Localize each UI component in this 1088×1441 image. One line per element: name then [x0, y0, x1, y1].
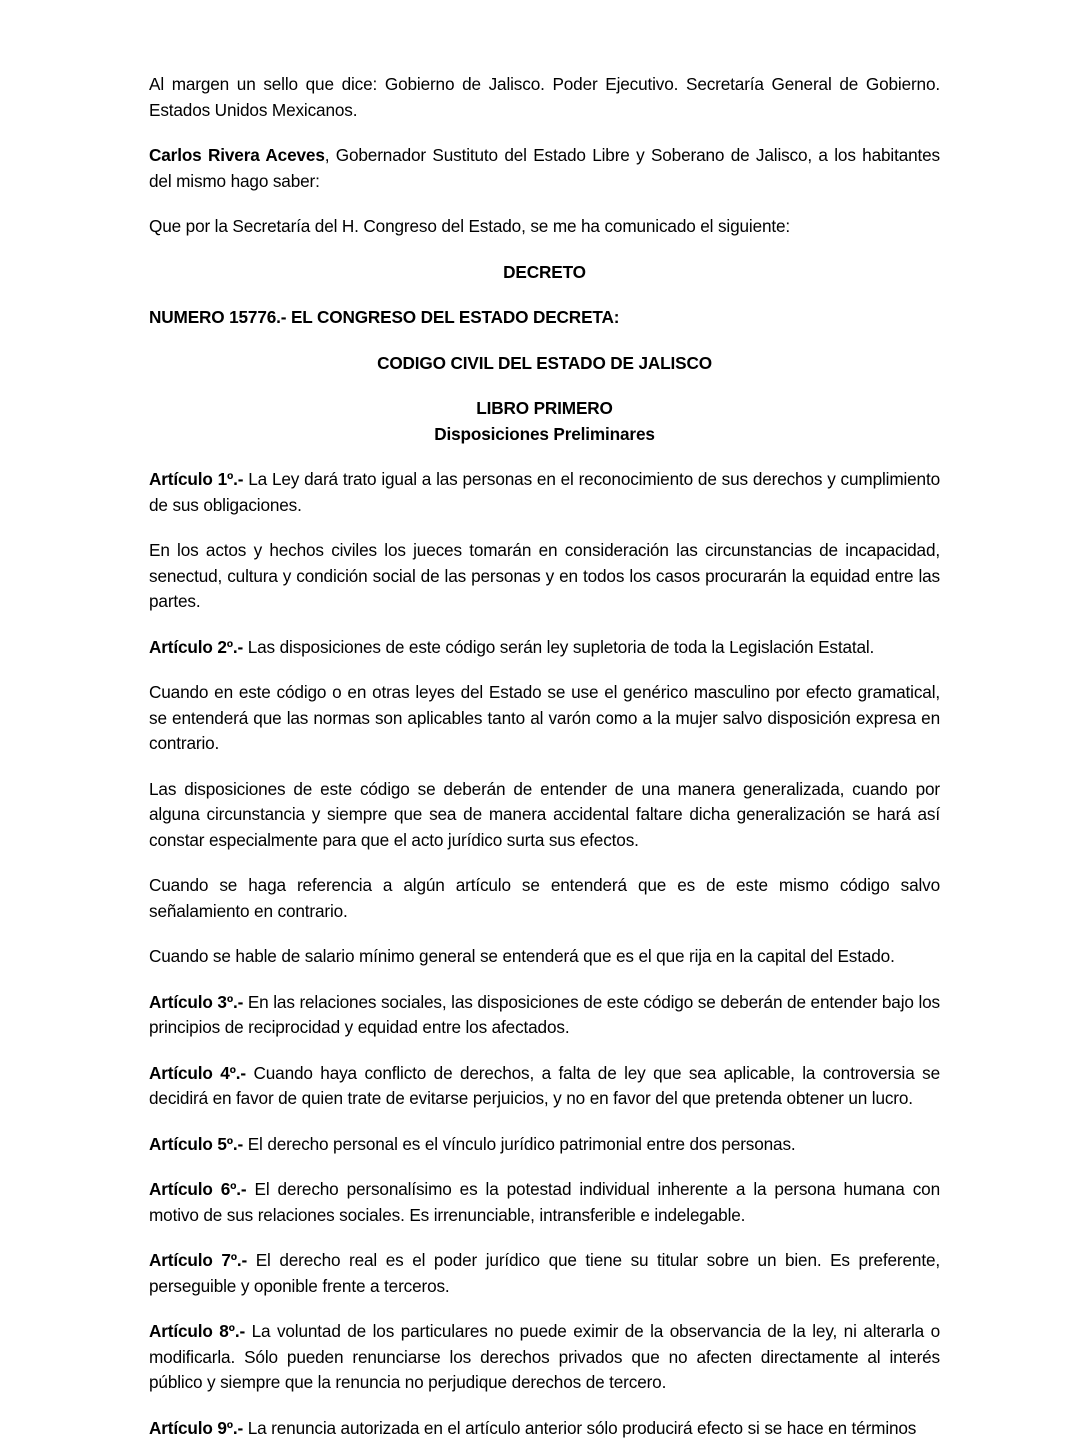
article-2: [149, 635, 940, 661]
signatory-rest: , Gobernador Sustituto del Estado Libre y Soberano de Jalisco, a los habitantes del mismo hago saber:: [149, 145, 940, 191]
article-8: [149, 1319, 940, 1396]
heading-codigo-civil: CODIGO CIVIL DEL ESTADO DE JALISCO: [149, 351, 940, 377]
article-9-text: La renuncia autorizada en el artículo anterior sólo producirá efecto si se hace en términos: [248, 1418, 917, 1438]
article-2-paragraph-2: Cuando en este código o en otras leyes del Estado se use el genérico masculino por efecto gramatical, se entenderá que las normas son aplicables tanto al varón como a la mujer salvo disposición expresa en contrario.: [149, 680, 940, 757]
article-5-label: Artículo 5º: [149, 1134, 233, 1154]
heading-disposiciones-preliminares: Disposiciones Preliminares: [149, 422, 940, 448]
heading-decreto: DECRETO: [149, 260, 940, 286]
article-6-label: Artículo 6º: [149, 1179, 236, 1199]
article-3-label: Artículo 3º: [149, 992, 233, 1012]
paragraph-preamble-congress: Que por la Secretaría del H. Congreso del Estado, se me ha comunicado el siguiente:: [149, 214, 940, 240]
article-7-text: El derecho real es el poder jurídico que tiene su titular sobre un bien. Es preferente, perseguible y oponible frente a terceros.: [149, 1250, 940, 1296]
heading-numero-decreto: NUMERO 15776.- EL CONGRESO DEL ESTADO DECRETA:: [149, 305, 940, 331]
article-2-paragraph-4: Cuando se haga referencia a algún artículo se entenderá que es de este mismo código salvo señalamiento en contrario.: [149, 873, 940, 924]
article-4-label: Artículo 4º: [149, 1063, 236, 1083]
article-3-sep: .-: [233, 992, 248, 1012]
article-1-paragraph-2: En los actos y hechos civiles los jueces tomarán en consideración las circunstancias de incapacidad, senectud, cultura y condición social de las personas y en todos los casos procurarán la equidad entre las partes.: [149, 538, 940, 615]
article-9-sep: .-: [233, 1418, 248, 1438]
article-2-sep: .-: [233, 637, 248, 657]
article-4-sep: .-: [236, 1063, 254, 1083]
article-7: [149, 1248, 940, 1299]
paragraph-signatory: [149, 143, 940, 194]
paragraph-preamble-seal: Al margen un sello que dice: Gobierno de Jalisco. Poder Ejecutivo. Secretaría General de Gobierno. Estados Unidos Mexicanos.: [149, 72, 940, 123]
article-5: [149, 1132, 940, 1158]
article-3: [149, 990, 940, 1041]
article-9: [149, 1416, 940, 1441]
article-1: [149, 467, 940, 518]
article-8-sep: .-: [235, 1321, 252, 1341]
article-5-sep: .-: [233, 1134, 248, 1154]
article-1-text: La Ley dará trato igual a las personas en el reconocimiento de sus derechos y cumplimiento de sus obligaciones.: [149, 469, 940, 515]
article-5-text: El derecho personal es el vínculo jurídico patrimonial entre dos personas.: [248, 1134, 796, 1154]
article-8-label: Artículo 8º: [149, 1321, 235, 1341]
article-6-sep: .-: [236, 1179, 254, 1199]
document-body: [149, 72, 940, 1441]
article-8-text: La voluntad de los particulares no puede eximir de la observancia de la ley, ni alterarla o modificarla. Sólo pueden renunciarse los derechos privados que no afecten directamente al interés público y siempre que la renuncia no perjudique derechos de tercero.: [149, 1321, 940, 1392]
article-2-paragraph-3: Las disposiciones de este código se deberán de entender de una manera generalizada, cuando por alguna circunstancia y siempre que sea de manera accidental faltare dicha generalización se hará así constar especialmente para que el acto jurídico surta sus efectos.: [149, 777, 940, 854]
article-2-paragraph-5: Cuando se hable de salario mínimo general se entenderá que es el que rija en la capital del Estado.: [149, 944, 940, 970]
article-6: [149, 1177, 940, 1228]
article-4-text: Cuando haya conflicto de derechos, a falta de ley que sea aplicable, la controversia se decidirá en favor de quien trate de evitarse perjuicios, y no en favor del que pretenda obtener un lucro.: [149, 1063, 940, 1109]
heading-libro-primero: LIBRO PRIMERO: [149, 396, 940, 422]
article-2-text: Las disposiciones de este código serán ley supletoria de toda la Legislación Estatal.: [248, 637, 874, 657]
article-6-text: El derecho personalísimo es la potestad individual inherente a la persona humana con motivo de sus relaciones sociales. Es irrenunciable, intransferible e indelegable.: [149, 1179, 940, 1225]
article-2-label: Artículo 2º: [149, 637, 233, 657]
article-3-text: En las relaciones sociales, las disposiciones de este código se deberán de entender bajo los principios de reciprocidad y equidad entre los afectados.: [149, 992, 940, 1038]
article-7-label: Artículo 7º: [149, 1250, 237, 1270]
article-1-label: Artículo 1º: [149, 469, 233, 489]
signatory-name: Carlos Rivera Aceves: [149, 145, 325, 165]
article-1-sep: .-: [233, 469, 248, 489]
article-4: [149, 1061, 940, 1112]
article-9-label: Artículo 9º: [149, 1418, 233, 1438]
article-7-sep: .-: [237, 1250, 256, 1270]
